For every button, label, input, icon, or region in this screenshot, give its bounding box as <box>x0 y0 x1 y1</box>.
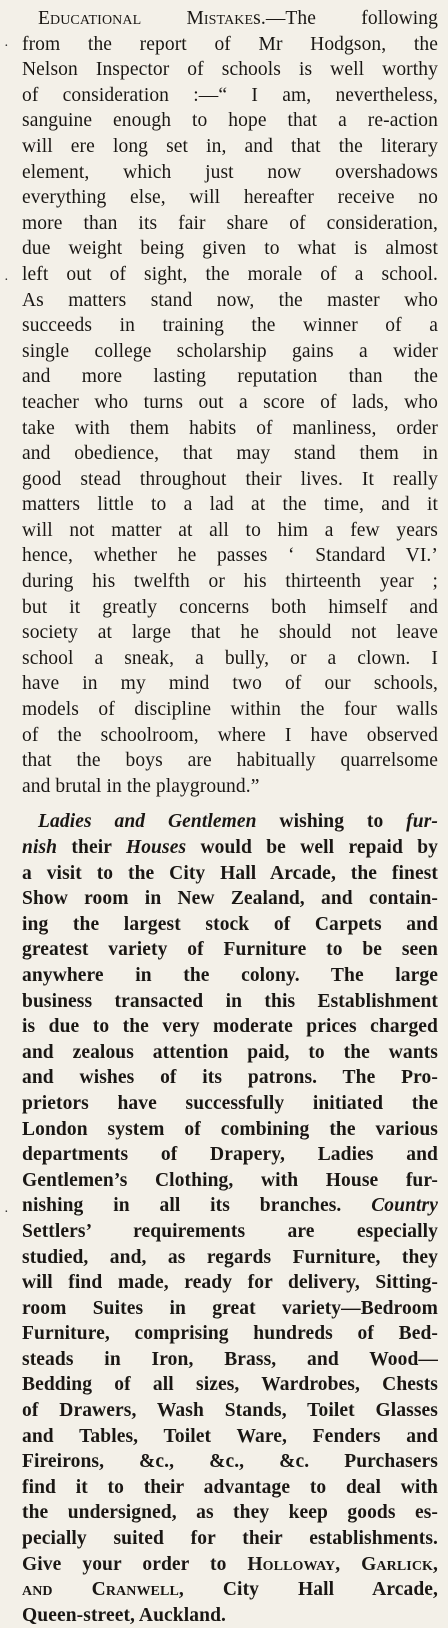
text-line <box>22 1424 438 1450</box>
text-line <box>22 1321 438 1347</box>
text-line <box>22 861 438 887</box>
text-segment: is due to the very moderate prices charged <box>22 1016 438 1038</box>
text-segment: business transacted in this Establishment <box>22 990 438 1012</box>
text-segment: Bedding of all sizes, Wardrobes, Chests <box>22 1374 438 1396</box>
text-segment: pecially suited for their establishments. <box>22 1528 438 1550</box>
text-line <box>22 236 438 262</box>
text-segment: Holloway, Garlick, <box>247 1553 438 1575</box>
text-line <box>22 1091 438 1117</box>
text-line <box>22 390 438 416</box>
article-educational-mistakes <box>22 6 438 799</box>
article-separator <box>22 799 438 809</box>
text-segment: will find made, ready for delivery, Sitting- <box>22 1272 438 1294</box>
text-segment: Furniture, comprising hundreds of Bed- <box>22 1323 438 1345</box>
text-line <box>22 160 438 186</box>
text-segment: matters little to a lad at the time, and it <box>22 494 438 516</box>
text-line <box>22 1552 438 1578</box>
text-line <box>22 57 438 83</box>
text-line <box>22 1347 438 1373</box>
text-line <box>22 723 438 749</box>
text-line <box>22 697 438 723</box>
text-line <box>22 211 438 237</box>
text-segment: nish <box>22 837 58 858</box>
text-segment: the undersigned, as they keep goods es- <box>22 1502 438 1524</box>
text-segment: Country <box>371 1195 438 1217</box>
text-segment: that the boys are habitually quarrelsome <box>22 750 438 772</box>
text-line <box>22 1117 438 1143</box>
text-line <box>22 134 438 160</box>
text-line <box>22 32 438 58</box>
text-segment: succeeds in training the winner of a <box>22 315 438 337</box>
advertisement-city-hall-arcade <box>22 809 438 1628</box>
text-segment: wishing to <box>256 811 407 833</box>
text-segment: City Hall Arcade, <box>183 1579 438 1601</box>
text-segment: steads in Iron, Brass, and Wood— <box>22 1348 438 1370</box>
text-segment: Fireirons, &c., &c., &c. Purchasers <box>22 1451 438 1473</box>
text-segment: and wishes of its patrons. The Pro- <box>22 1067 438 1089</box>
text-line <box>22 1193 438 1219</box>
text-line <box>22 671 438 697</box>
text-segment: will not matter at all to him a few years <box>22 519 438 541</box>
text-segment: nishing in all its branches. <box>22 1195 372 1217</box>
text-segment: find it to their advantage to deal with <box>22 1476 438 1498</box>
text-segment: Show room in New Zealand, and contain- <box>22 888 438 910</box>
margin-dot-mark: · <box>4 273 9 288</box>
text-segment: Houses <box>125 837 187 858</box>
text-line <box>22 1603 438 1628</box>
text-line <box>22 886 438 912</box>
text-line <box>22 774 438 800</box>
margin-dot-mark: · <box>4 39 9 54</box>
text-line <box>22 1296 438 1322</box>
text-segment: would be well repaid by <box>186 837 438 858</box>
text-segment: of the schoolroom, where I have observed <box>22 724 438 746</box>
text-line <box>22 6 438 32</box>
text-line <box>22 1577 438 1603</box>
text-segment: society at large that he should not leave <box>22 622 438 644</box>
text-line <box>22 492 438 518</box>
text-segment: element, which just now overshadows <box>22 161 438 183</box>
text-line <box>22 963 438 989</box>
text-segment: Nelson Inspector of schools is well worthy <box>22 59 438 81</box>
text-line <box>22 416 438 442</box>
text-line <box>22 83 438 109</box>
text-line <box>22 1168 438 1194</box>
text-line <box>22 108 438 134</box>
text-line <box>22 467 438 493</box>
text-segment: hence, whether he passes ‘ Standard VI.’ <box>22 545 438 567</box>
text-segment: Give your order to <box>22 1553 248 1575</box>
text-segment: and obedience, that may stand them in <box>22 443 438 465</box>
text-segment: more than its fair share of consideration, <box>22 212 438 234</box>
text-line <box>22 262 438 288</box>
text-line <box>22 1372 438 1398</box>
text-line <box>22 313 438 339</box>
text-line <box>22 364 438 390</box>
text-line <box>22 1142 438 1168</box>
text-segment: s.—The following <box>253 8 438 29</box>
text-segment: left out of sight, the morale of a school. <box>22 263 438 285</box>
text-segment: good stead throughout their lives. It really <box>22 468 438 490</box>
text-line <box>22 835 438 861</box>
text-line <box>22 518 438 544</box>
text-segment: have in my mind two of our schools, <box>22 673 438 695</box>
text-segment: a visit to the City Hall Arcade, the finest <box>22 862 438 884</box>
text-line <box>22 595 438 621</box>
text-segment: single college scholarship gains a wider <box>22 340 438 362</box>
text-segment: ing the largest stock of Carpets and <box>22 913 438 935</box>
text-segment: Educational Mistake <box>38 8 254 29</box>
text-segment: will ere long set in, and that the literary <box>22 135 438 157</box>
text-line <box>22 185 438 211</box>
margin-dot-mark: · <box>4 1205 9 1220</box>
text-segment: Gentlemen’s Clothing, with House fur- <box>22 1169 438 1191</box>
text-line <box>22 1526 438 1552</box>
text-segment: school a sneak, a bully, or a clown. I <box>22 647 438 669</box>
text-segment: Queen-street, Auckland. <box>22 1604 226 1626</box>
text-segment: their <box>57 837 126 858</box>
text-segment: and more lasting reputation than the <box>22 366 438 388</box>
text-segment: fur- <box>406 811 438 833</box>
text-segment: and brutal in the playground.” <box>22 775 260 797</box>
text-segment: As matters stand now, the master who <box>22 289 438 311</box>
text-segment: of consideration :—“ I am, nevertheless, <box>22 84 438 106</box>
text-line <box>22 1398 438 1424</box>
text-segment: due weight being given to what is almost <box>22 238 438 260</box>
text-line <box>22 1065 438 1091</box>
text-segment: sanguine enough to hope that a re-action <box>22 110 438 132</box>
text-segment: London system of combining the various <box>22 1118 438 1140</box>
text-line <box>22 1500 438 1526</box>
text-segment: Ladies and Gentlemen <box>38 811 257 833</box>
text-segment: prietors have successfully initiated the <box>22 1092 438 1114</box>
text-segment: and Tables, Toilet Ware, Fenders and <box>22 1425 438 1447</box>
text-segment: studied, and, as regards Furniture, they <box>22 1246 438 1268</box>
text-line <box>22 748 438 774</box>
text-segment: from the report of Mr Hodgson, the <box>22 33 438 55</box>
text-line <box>22 1245 438 1271</box>
text-segment: during his twelfth or his thirteenth year ; <box>22 571 438 593</box>
text-segment: take with them habits of manliness, order <box>22 417 438 439</box>
text-segment: greatest variety of Furniture to be seen <box>22 939 438 961</box>
text-line <box>22 1449 438 1475</box>
text-line <box>22 339 438 365</box>
text-line <box>22 809 438 835</box>
text-line <box>22 441 438 467</box>
text-segment: Settlers’ requirements are especially <box>22 1220 438 1242</box>
text-segment: and Cranwell, <box>22 1579 184 1601</box>
text-line <box>22 1270 438 1296</box>
text-line <box>22 646 438 672</box>
text-segment: but it greatly concerns both himself and <box>22 596 438 618</box>
text-line <box>22 912 438 938</box>
text-line <box>22 937 438 963</box>
text-line <box>22 1219 438 1245</box>
text-line <box>22 620 438 646</box>
text-segment: teacher who turns out a score of lads, who <box>22 391 438 413</box>
text-segment: everything else, will hereafter receive no <box>22 187 438 209</box>
text-line <box>22 1040 438 1066</box>
text-segment: room Suites in great variety—Bedroom <box>22 1297 438 1319</box>
text-segment: departments of Drapery, Ladies and <box>22 1144 438 1166</box>
text-line <box>22 1475 438 1501</box>
text-segment: anywhere in the colony. The large <box>22 964 438 986</box>
text-segment: and zealous attention paid, to the wants <box>22 1041 438 1063</box>
text-segment: of Drawers, Wash Stands, Toilet Glasses <box>22 1400 438 1422</box>
text-line <box>22 1014 438 1040</box>
text-segment: models of discipline within the four walls <box>22 699 438 721</box>
text-line <box>22 569 438 595</box>
text-line <box>22 288 438 314</box>
text-line <box>22 989 438 1015</box>
text-line <box>22 543 438 569</box>
